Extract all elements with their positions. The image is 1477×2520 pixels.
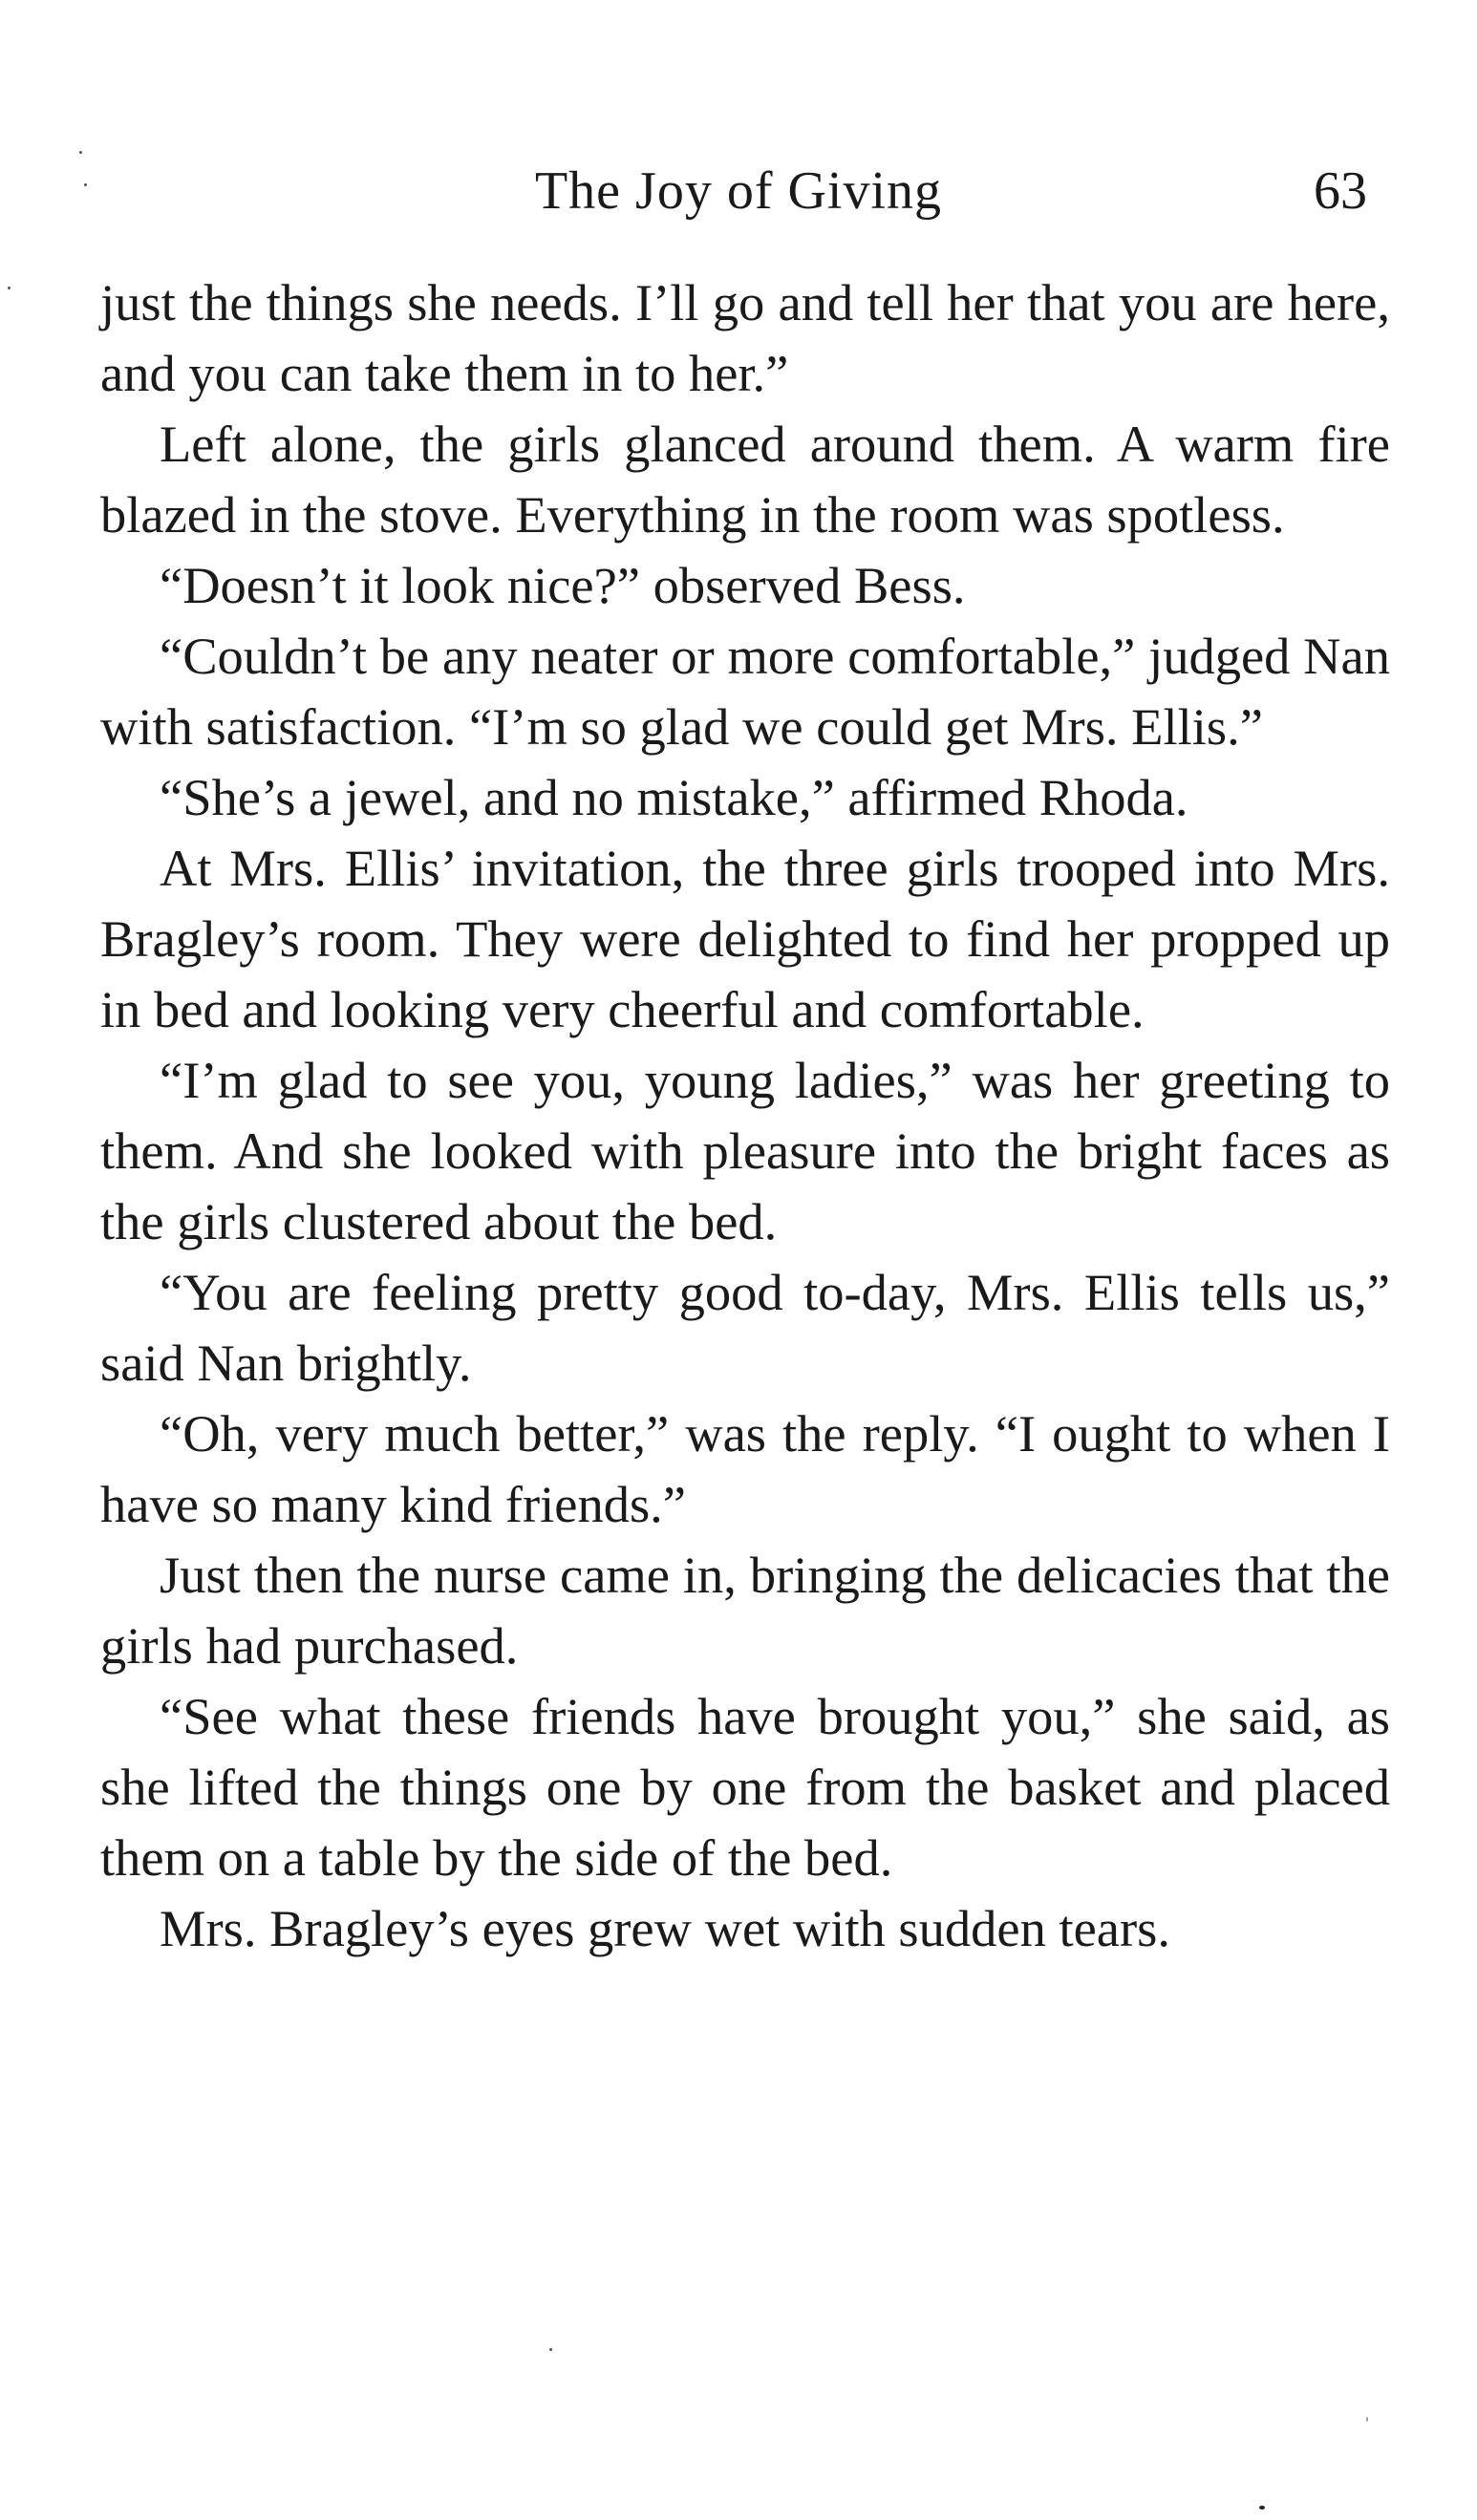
page-number: 63 [1314,161,1367,221]
page-header [96,153,1381,229]
scan-speck [79,151,82,154]
scan-speck [1366,2417,1368,2422]
paragraph: “See what these friends have brought you,” she said, as she lifted the things one by one from the basket and placed them on a table by the side of the bed. [100,1687,1390,1887]
paragraph: At Mrs. Ellis’ invitation, the three girls trooped into Mrs. Bragley’s room. They were delighted to find her propped up in bed and looking very cheerful and comfortable. [100,839,1390,1038]
paragraph: Just then the nurse came in, bringing the delicacies that the girls had purchased. [100,1546,1390,1675]
paragraph: “Couldn’t be any neater or more comfortable,” judged Nan with satisfaction. “I’m so glad we could get Mrs. Ellis.” [100,627,1390,756]
paragraph: “Oh, very much better,” was the reply. “I ought to when I have so many kind friends.” [100,1404,1390,1533]
scan-speck [1259,2506,1265,2509]
scan-speck [84,183,87,186]
paragraph: “Doesn’t it look nice?” observed Bess. [160,556,966,614]
running-title: The Joy of Giving [534,161,943,221]
scan-speck [8,287,11,289]
scan-speck [549,2348,552,2351]
paragraph: “I’m glad to see you, young ladies,” was her greeting to them. And she looked with pleasure into the bright faces as the girls clustered about the bed. [100,1051,1390,1250]
body-text [100,267,1390,1964]
paragraph: just the things she needs. I’ll go and tell her that you are here, and you can take them in to her.” [100,273,1390,402]
paragraph: “She’s a jewel, and no mistake,” affirmed Rhoda. [160,768,1188,826]
paragraph: Mrs. Bragley’s eyes grew wet with sudden tears. [160,1899,1170,1957]
paragraph: Left alone, the girls glanced around them. A warm fire blazed in the stove. Everything in the room was spotless. [100,415,1390,544]
paragraph: “You are feeling pretty good to-day, Mrs. Ellis tells us,” said Nan brightly. [100,1263,1390,1392]
